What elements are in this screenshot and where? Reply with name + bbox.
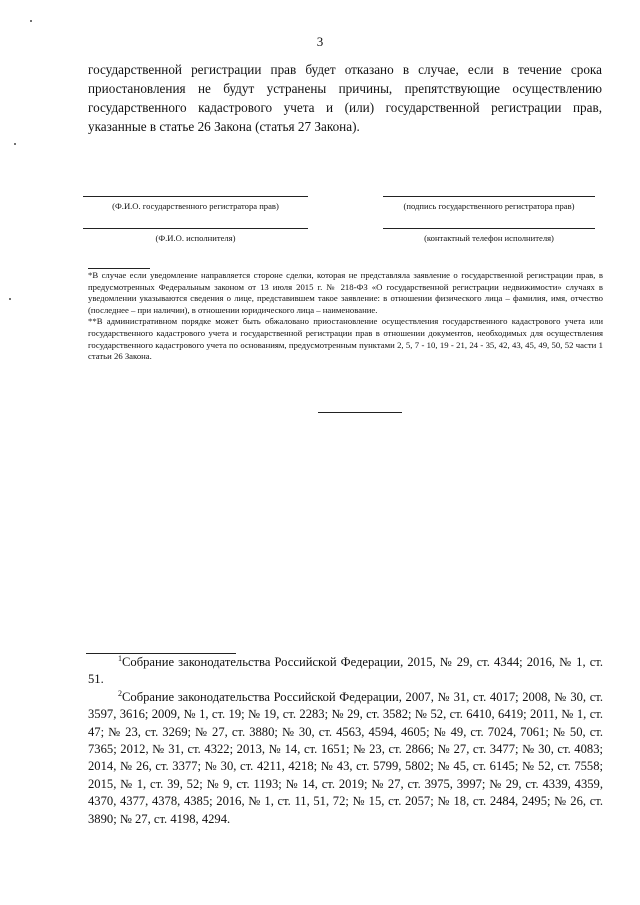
footnote-marker: 1	[118, 653, 122, 663]
footnote-item	[88, 654, 603, 689]
signature-line	[83, 228, 308, 229]
page-number: 3	[316, 34, 324, 49]
signature-line	[83, 196, 308, 197]
executor-phone-field	[383, 228, 595, 256]
footnotes-block	[88, 654, 603, 828]
signature-line	[383, 196, 595, 197]
registrar-signature-field	[383, 196, 595, 224]
scan-speck	[30, 20, 32, 22]
registrar-name-field	[83, 196, 308, 224]
main-paragraph: государственной регистрации прав будет отказано в случае, если в течение срока приостановления не будут устранены причины, препятствующие осуществлению государственного кадастрового учета и (или) государственной регистрации прав, указанные в статье 26 Закона (статья 27 Закона).	[88, 62, 602, 134]
note-single-asterisk: *В случае если уведомление направляется стороне сделки, которая не представляла заявление о государственной регистрации прав, в предусмотренных Федеральным законом от 13 июля 2015 г. № 218-ФЗ «О государственной регистрации недвижимости» случаях в уведомлении указываются сведения о лице, представившем такое заявление: в отношении физического лица – фамилия, имя, отчество (последнее – при наличии), в отношении юридического лица – наименование.	[88, 270, 603, 315]
registrar-name-caption: (Ф.И.О. государственного регистратора прав)	[112, 201, 279, 211]
scan-speck	[9, 298, 11, 300]
registrar-signature-caption: (подпись государственного регистратора прав)	[403, 201, 575, 211]
notes-divider	[88, 268, 150, 269]
executor-phone-caption: (контактный телефон исполнителя)	[424, 233, 554, 243]
footnote-text: Собрание законодательства Российской Федерации, 2015, № 29, ст. 4344; 2016, № 1, ст. 51.	[88, 655, 603, 687]
footnote-text: Собрание законодательства Российской Федерации, 2007, № 31, ст. 4017; 2008, № 30, ст. 3597, 3616; 2009, № 1, ст. 19; № 19, ст. 2283; № 29, ст. 3582; № 52, ст. 6410, 6419; 2011, № 1, ст. 47; № 23, ст. 3269; № 27, ст. 3880; № 30, ст. 4563, 4594, 4605; № 49, ст. 7024, 7061; № 50, ст. 7365; 2012, № 31, ст. 4322; 2013, № 14, ст. 1651; № 23, ст. 2866; № 27, ст. 3477; № 30, ст. 4083; 2014, № 26, ст. 3377; № 30, ст. 4211, 4218; № 43, ст. 5799, 5802; № 45, ст. 6145; № 52, ст. 7558; 2015, № 1, ст. 39, 52; № 9, ст. 1193; № 14, ст. 2019; № 27, ст. 3975, 3997; № 29, ст. 4339, 4359, 4370, 4377, 4378, 4385; 2016, № 1, ст. 11, 51, 72; № 15, ст. 2057; № 18, ст. 2484, 2495; № 26, ст. 3890; № 27, ст. 4198, 4294.	[88, 689, 603, 826]
executor-name-caption: (Ф.И.О. исполнителя)	[155, 233, 236, 243]
notes-block	[88, 270, 603, 363]
note-double-asterisk: **В административном порядке может быть обжаловано приостановление осуществления государственного кадастрового учета или государственного кадастрового учета и государственной регистрации прав в отношении документов, необходимых для осуществления государственного кадастрового учета по основаниям, предусмотренным пунктами 2, 5, 7 - 10, 19 - 21, 24 - 35, 42, 43, 45, 49, 50, 52 части 1 статьи 26 Закона.	[88, 316, 603, 362]
executor-name-field	[83, 228, 308, 256]
footnote-item	[88, 689, 603, 828]
scan-speck	[14, 143, 16, 145]
signature-line	[383, 228, 595, 229]
section-end-rule	[318, 412, 402, 413]
footnote-marker: 2	[118, 688, 122, 698]
